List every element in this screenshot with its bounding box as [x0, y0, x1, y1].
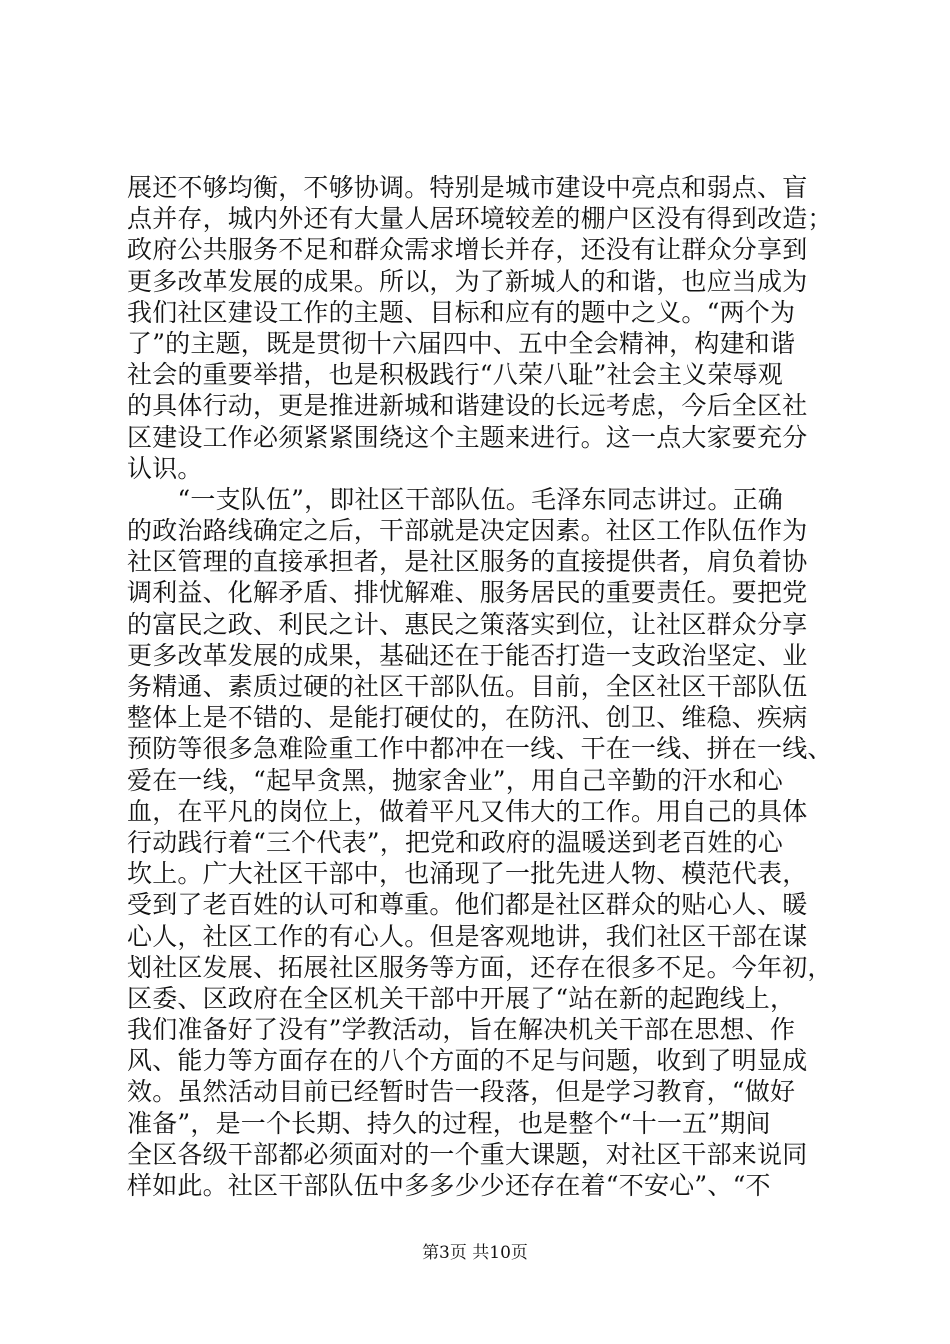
- text-line: “一支队伍”，即社区干部队伍。毛泽东同志讲过。正确: [127, 484, 783, 514]
- text-line: 预防等很多急难险重工作中都冲在一线、干在一线、拼在一线、: [127, 734, 833, 764]
- text-line: 我们社区建设工作的主题、目标和应有的题中之义。“两个为: [127, 297, 796, 327]
- text-line: 划社区发展、拓展社区服务等方面，还存在很多不足。今年初，: [127, 952, 833, 982]
- text-line: 的政治路线确定之后，干部就是决定因素。社区工作队伍作为: [127, 516, 808, 546]
- text-line: 更多改革发展的成果。所以，为了新城人的和谐，也应当成为: [127, 266, 808, 296]
- text-line: 展还不够均衡，不够协调。特别是城市建设中亮点和弱点、盲: [127, 173, 808, 202]
- text-line: 风、能力等方面存在的八个方面的不足与问题，收到了明显成: [127, 1046, 808, 1076]
- text-line: 区建设工作必须紧紧围绕这个主题来进行。这一点大家要充分: [127, 422, 808, 452]
- text-line: 务精通、素质过硬的社区干部队伍。目前，全区社区干部队伍: [127, 672, 808, 701]
- text-line: 社区管理的直接承担者，是社区服务的直接提供者，肩负着协: [127, 547, 808, 577]
- text-line: 政府公共服务不足和群众需求增长并存，还没有让群众分享到: [127, 235, 808, 265]
- text-line: 血，在平凡的岗位上，做着平凡又伟大的工作。用自己的具体: [127, 796, 808, 826]
- text-line: 我们准备好了没有”学教活动，旨在解决机关干部在思想、作: [127, 1015, 796, 1045]
- text-line: 样如此。社区干部队伍中多多少少还存在着“不安心”、“不: [127, 1171, 771, 1200]
- text-line: 坎上。广大社区干部中，也涌现了一批先进人物、模范代表，: [127, 859, 808, 889]
- text-line: 爱在一线，“起早贪黑，抛家舍业”，用自己辛勤的汗水和心: [127, 765, 783, 795]
- text-line: 准备”，是一个长期、持久的过程，也是整个“十一五”期间: [127, 1108, 771, 1138]
- text-line: 调利益、化解矛盾、排忧解难、服务居民的重要责任。要把党: [127, 578, 808, 608]
- text-line: 更多改革发展的成果，基础还在于能否打造一支政治坚定、业: [127, 640, 808, 670]
- text-line: 效。虽然活动目前已经暂时告一段落，但是学习教育，“做好: [127, 1077, 796, 1107]
- text-line: 的具体行动，更是推进新城和谐建设的长远考虑，今后全区社: [127, 391, 808, 421]
- text-line: 点并存，城内外还有大量人居环境较差的棚户区没有得到改造；: [127, 204, 833, 234]
- text-line: 受到了老百姓的认可和尊重。他们都是社区群众的贴心人、暖: [127, 890, 808, 920]
- text-line: 的富民之政、利民之计、惠民之策落实到位，让社区群众分享: [127, 609, 808, 639]
- text-line: 心人，社区工作的有心人。但是客观地讲，我们社区干部在谋: [127, 921, 808, 951]
- text-line: 整体上是不错的、是能打硬仗的，在防汛、创卫、维稳、疾病: [127, 703, 808, 733]
- text-line: 区委、区政府在全区机关干部中开展了“站在新的起跑线上，: [127, 983, 796, 1013]
- text-line: 了”的主题，既是贯彻十六届四中、五中全会精神，构建和谐: [127, 328, 796, 358]
- page-footer: 第3页 共10页: [422, 1243, 528, 1263]
- text-line: 认识。: [127, 453, 203, 483]
- text-line: 全区各级干部都必须面对的一个重大课题，对社区干部来说同: [127, 1139, 808, 1169]
- text-line: 社会的重要举措，也是积极践行“八荣八耻”社会主义荣辱观: [127, 360, 783, 390]
- text-line: 行动践行着“三个代表”，把党和政府的温暖送到老百姓的心: [127, 827, 783, 857]
- body-text: [127, 172, 833, 1201]
